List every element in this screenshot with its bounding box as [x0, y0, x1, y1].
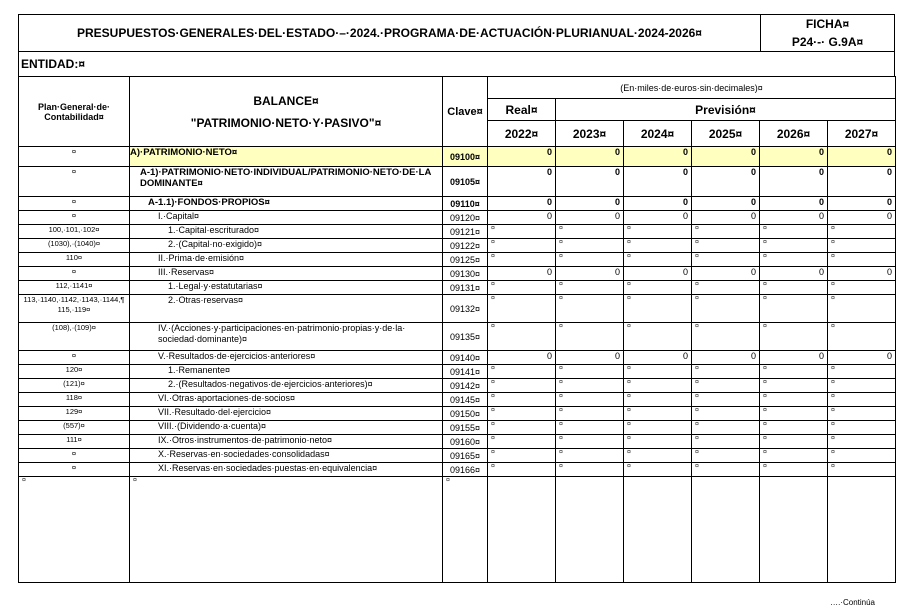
table-row — [19, 407, 896, 421]
table-row — [19, 379, 896, 393]
clave-cell: 09110¤ — [443, 197, 488, 211]
value-cell[interactable]: ¤ — [760, 253, 828, 267]
value-cell[interactable]: ¤ — [760, 393, 828, 407]
row-label: I.·Capital¤ — [130, 211, 443, 225]
value-cell[interactable]: ¤ — [488, 379, 556, 393]
year-header: 2027¤ — [828, 121, 896, 147]
real-header: Real¤ — [488, 99, 556, 121]
pgc-header-text: Plan·General·de· Contabilidad¤ — [37, 101, 111, 122]
table-row — [19, 167, 896, 197]
year-header: 2022¤ — [488, 121, 556, 147]
row-label: A-1)·PATRIMONIO·NETO·INDIVIDUAL/PATRIMONIO·NETO·DE·LA DOMINANTE¤ — [130, 167, 443, 197]
value-cell[interactable]: ¤ — [760, 421, 828, 435]
value-cell[interactable]: 0 — [828, 167, 896, 197]
table-row — [19, 253, 896, 267]
pgc-cell: ¤ — [19, 197, 130, 211]
value-cell[interactable]: ¤ — [692, 239, 760, 253]
value-cell[interactable]: ¤ — [760, 239, 828, 253]
pgc-cell: ¤ — [19, 211, 130, 225]
empty-cell — [828, 477, 896, 583]
value-cell[interactable]: 0 — [692, 147, 760, 167]
value-cell[interactable]: 0 — [760, 351, 828, 365]
value-cell[interactable]: ¤ — [828, 463, 896, 477]
pgc-cell: ¤ — [19, 167, 130, 197]
value-cell[interactable]: ¤ — [624, 449, 692, 463]
value-cell[interactable]: ¤ — [692, 379, 760, 393]
balance-header — [130, 77, 443, 147]
pgc-cell: ¤ — [19, 351, 130, 365]
clave-cell: 09122¤ — [443, 239, 488, 253]
value-cell[interactable]: ¤ — [556, 323, 624, 351]
value-cell[interactable]: ¤ — [760, 365, 828, 379]
value-cell[interactable]: ¤ — [624, 463, 692, 477]
value-cell[interactable]: 0 — [624, 351, 692, 365]
value-cell[interactable]: ¤ — [624, 323, 692, 351]
value-cell[interactable]: ¤ — [488, 239, 556, 253]
pgc-cell: (108),·(109)¤ — [19, 323, 130, 351]
pgc-cell: 110¤ — [19, 253, 130, 267]
value-cell[interactable]: ¤ — [556, 295, 624, 323]
value-cell[interactable]: 0 — [692, 197, 760, 211]
value-cell[interactable]: ¤ — [624, 365, 692, 379]
table-row — [19, 449, 896, 463]
value-cell[interactable]: ¤ — [760, 449, 828, 463]
value-cell[interactable]: ¤ — [556, 407, 624, 421]
empty-cell: ¤ — [19, 477, 130, 583]
value-cell[interactable]: ¤ — [692, 295, 760, 323]
value-cell[interactable]: ¤ — [828, 435, 896, 449]
value-cell[interactable]: ¤ — [692, 435, 760, 449]
value-cell[interactable]: ¤ — [692, 365, 760, 379]
clave-cell: 09155¤ — [443, 421, 488, 435]
value-cell[interactable]: 0 — [760, 147, 828, 167]
pgc-cell: 118¤ — [19, 393, 130, 407]
table-row — [19, 211, 896, 225]
value-cell[interactable]: ¤ — [692, 407, 760, 421]
clave-cell: 09120¤ — [443, 211, 488, 225]
table-row — [19, 267, 896, 281]
value-cell[interactable]: 0 — [760, 197, 828, 211]
value-cell[interactable]: ¤ — [624, 435, 692, 449]
row-label: 1.·Legal·y·estatutarias¤ — [130, 281, 443, 295]
value-cell[interactable]: ¤ — [624, 407, 692, 421]
pgc-cell: 112,·1141¤ — [19, 281, 130, 295]
value-cell[interactable]: ¤ — [692, 421, 760, 435]
clave-cell: 09121¤ — [443, 225, 488, 239]
value-cell[interactable]: ¤ — [828, 239, 896, 253]
document-page — [18, 14, 895, 607]
balance-subtitle: "PATRIMONIO·NETO·Y·PASIVO"¤ — [190, 115, 382, 130]
value-cell[interactable]: 0 — [760, 211, 828, 225]
value-cell[interactable]: ¤ — [488, 323, 556, 351]
value-cell[interactable]: ¤ — [488, 365, 556, 379]
value-cell[interactable]: 0 — [556, 147, 624, 167]
pgc-cell: 100,·101,·102¤ — [19, 225, 130, 239]
value-cell[interactable]: 0 — [624, 267, 692, 281]
clave-cell: 09132¤ — [443, 295, 488, 323]
table-row — [19, 295, 896, 323]
value-cell[interactable]: ¤ — [828, 393, 896, 407]
value-cell[interactable]: 0 — [692, 351, 760, 365]
pgc-cell: 120¤ — [19, 365, 130, 379]
ficha-code: P24·-· G.9A¤ — [791, 35, 864, 49]
clave-cell: 09105¤ — [443, 167, 488, 197]
value-cell[interactable]: ¤ — [556, 449, 624, 463]
value-cell[interactable]: ¤ — [624, 393, 692, 407]
value-cell[interactable]: ¤ — [828, 421, 896, 435]
row-label: XI.·Reservas·en·sociedades·puestas·en·equivalencia¤ — [130, 463, 443, 477]
value-cell[interactable]: ¤ — [692, 393, 760, 407]
pgc-cell: 113,·1140,·1142,·1143,·1144,¶ 115,·119¤ — [19, 295, 130, 323]
value-cell[interactable]: ¤ — [828, 407, 896, 421]
value-cell[interactable]: ¤ — [624, 421, 692, 435]
value-cell[interactable]: ¤ — [828, 365, 896, 379]
value-cell[interactable]: ¤ — [828, 225, 896, 239]
ficha-label: FICHA¤ — [805, 17, 850, 31]
value-cell[interactable]: ¤ — [624, 253, 692, 267]
value-cell[interactable]: 0 — [488, 267, 556, 281]
row-label: IX.·Otros·instrumentos·de·patrimonio·neto¤ — [130, 435, 443, 449]
pgc-header — [19, 77, 130, 147]
table-row — [19, 351, 896, 365]
value-cell[interactable]: ¤ — [488, 421, 556, 435]
table-row — [19, 225, 896, 239]
row-label: IV.·(Acciones·y·participaciones·en·patrimonio·propias·y·de·la· sociedad·dominante)¤ — [130, 323, 443, 351]
value-cell[interactable]: ¤ — [624, 239, 692, 253]
year-header: 2023¤ — [556, 121, 624, 147]
value-cell[interactable]: ¤ — [488, 463, 556, 477]
value-cell[interactable]: 0 — [692, 167, 760, 197]
value-cell[interactable]: 0 — [828, 211, 896, 225]
units-note: (En·miles·de·euros·sin·decimales)¤ — [488, 77, 896, 99]
value-cell[interactable]: 0 — [556, 197, 624, 211]
document-title: PRESUPUESTOS·GENERALES·DEL·ESTADO·–·2024.·PROGRAMA·DE·ACTUACIÓN·PLURIANUAL·2024-2026¤ — [77, 26, 702, 40]
table-row — [19, 281, 896, 295]
value-cell[interactable]: 0 — [692, 267, 760, 281]
table-row — [19, 147, 896, 167]
value-cell[interactable]: 0 — [488, 351, 556, 365]
value-cell[interactable]: ¤ — [692, 463, 760, 477]
table-row — [19, 323, 896, 351]
clave-cell: 09160¤ — [443, 435, 488, 449]
value-cell[interactable]: ¤ — [760, 295, 828, 323]
document-header — [18, 14, 895, 52]
value-cell[interactable]: ¤ — [556, 379, 624, 393]
row-label: VIII.·(Dividendo·a·cuenta)¤ — [130, 421, 443, 435]
value-cell[interactable]: 0 — [624, 167, 692, 197]
value-cell[interactable]: ¤ — [760, 379, 828, 393]
clave-header — [443, 77, 488, 147]
value-cell[interactable]: ¤ — [556, 225, 624, 239]
empty-cell: ¤ — [130, 477, 443, 583]
clave-cell: 09145¤ — [443, 393, 488, 407]
pgc-cell: ¤ — [19, 463, 130, 477]
ficha-box — [760, 15, 894, 51]
value-cell[interactable]: ¤ — [624, 379, 692, 393]
value-cell[interactable]: 0 — [760, 167, 828, 197]
value-cell[interactable]: ¤ — [760, 463, 828, 477]
clave-cell: 09141¤ — [443, 365, 488, 379]
pgc-cell: 111¤ — [19, 435, 130, 449]
value-cell[interactable]: 0 — [488, 167, 556, 197]
row-label: A-1.1)·FONDOS·PROPIOS¤ — [130, 197, 443, 211]
clave-cell: 09131¤ — [443, 281, 488, 295]
value-cell[interactable]: ¤ — [828, 323, 896, 351]
value-cell[interactable]: ¤ — [692, 323, 760, 351]
value-cell[interactable]: ¤ — [828, 295, 896, 323]
prevision-header: Previsión¤ — [556, 99, 896, 121]
value-cell[interactable]: ¤ — [556, 281, 624, 295]
value-cell[interactable]: 0 — [624, 197, 692, 211]
empty-row — [19, 477, 896, 583]
value-cell[interactable]: ¤ — [760, 323, 828, 351]
table-row — [19, 421, 896, 435]
value-cell[interactable]: ¤ — [828, 253, 896, 267]
value-cell[interactable]: ¤ — [692, 253, 760, 267]
value-cell[interactable]: ¤ — [488, 253, 556, 267]
row-label: II.·Prima·de·emisión¤ — [130, 253, 443, 267]
clave-cell: 09125¤ — [443, 253, 488, 267]
value-cell[interactable]: ¤ — [828, 281, 896, 295]
pgc-cell: (121)¤ — [19, 379, 130, 393]
table-row — [19, 435, 896, 449]
value-cell[interactable]: ¤ — [760, 435, 828, 449]
value-cell[interactable]: ¤ — [488, 225, 556, 239]
pgc-cell: ¤ — [19, 147, 130, 167]
value-cell[interactable]: ¤ — [488, 407, 556, 421]
value-cell[interactable]: 0 — [760, 267, 828, 281]
clave-cell: 09100¤ — [443, 147, 488, 167]
pgc-cell: ¤ — [19, 267, 130, 281]
empty-cell — [760, 477, 828, 583]
table-row — [19, 463, 896, 477]
clave-header-text: Clave¤ — [447, 105, 483, 118]
table-row — [19, 365, 896, 379]
pgc-cell: (1030),·(1040)¤ — [19, 239, 130, 253]
value-cell[interactable]: ¤ — [760, 407, 828, 421]
value-cell[interactable]: 0 — [692, 211, 760, 225]
row-label: 2.·(Resultados·negativos·de·ejercicios·anteriores)¤ — [130, 379, 443, 393]
row-label: 1.·Capital·escriturado¤ — [130, 225, 443, 239]
value-cell[interactable]: 0 — [624, 211, 692, 225]
value-cell[interactable]: ¤ — [488, 435, 556, 449]
clave-cell: 09142¤ — [443, 379, 488, 393]
empty-cell: ¤ — [443, 477, 488, 583]
table-row — [19, 239, 896, 253]
balance-title: BALANCE¤ — [253, 93, 319, 108]
balance-table — [18, 76, 896, 583]
value-cell[interactable]: ¤ — [556, 253, 624, 267]
value-cell[interactable]: ¤ — [488, 281, 556, 295]
clave-cell: 09135¤ — [443, 323, 488, 351]
value-cell[interactable]: 0 — [624, 147, 692, 167]
row-label: 2.·(Capital·no·exigido)¤ — [130, 239, 443, 253]
row-label: V.·Resultados·de·ejercicios·anteriores¤ — [130, 351, 443, 365]
value-cell[interactable]: 0 — [556, 211, 624, 225]
pgc-cell: ¤ — [19, 449, 130, 463]
row-label: 1.·Remanente¤ — [130, 365, 443, 379]
value-cell[interactable]: ¤ — [828, 449, 896, 463]
row-label: 2.·Otras·reservas¤ — [130, 295, 443, 323]
pgc-cell: 129¤ — [19, 407, 130, 421]
table-row — [19, 393, 896, 407]
value-cell[interactable]: ¤ — [488, 393, 556, 407]
value-cell[interactable]: ¤ — [760, 225, 828, 239]
clave-cell: 09165¤ — [443, 449, 488, 463]
row-label: III.·Reservas¤ — [130, 267, 443, 281]
row-label: A)·PATRIMONIO·NETO¤ — [130, 147, 443, 167]
value-cell[interactable]: ¤ — [556, 365, 624, 379]
continua-note: ….·Continúa — [830, 598, 875, 607]
value-cell[interactable]: 0 — [556, 351, 624, 365]
value-cell[interactable]: ¤ — [556, 435, 624, 449]
table-row — [19, 197, 896, 211]
value-cell[interactable]: ¤ — [624, 225, 692, 239]
value-cell[interactable]: 0 — [828, 267, 896, 281]
value-cell[interactable]: ¤ — [488, 295, 556, 323]
value-cell[interactable]: 0 — [828, 147, 896, 167]
pgc-cell: (557)¤ — [19, 421, 130, 435]
clave-cell: 09150¤ — [443, 407, 488, 421]
empty-cell — [692, 477, 760, 583]
empty-cell — [624, 477, 692, 583]
value-cell[interactable]: ¤ — [556, 393, 624, 407]
value-cell[interactable]: 0 — [488, 197, 556, 211]
value-cell[interactable]: ¤ — [488, 449, 556, 463]
clave-cell: 09166¤ — [443, 463, 488, 477]
year-header: 2024¤ — [624, 121, 692, 147]
value-cell[interactable]: 0 — [488, 147, 556, 167]
value-cell[interactable]: 0 — [556, 167, 624, 197]
row-label: VI.·Otras·aportaciones·de·socios¤ — [130, 393, 443, 407]
entidad-label: ENTIDAD:¤ — [18, 52, 895, 76]
value-cell[interactable]: ¤ — [624, 295, 692, 323]
empty-cell — [488, 477, 556, 583]
value-cell[interactable]: ¤ — [760, 281, 828, 295]
value-cell[interactable]: ¤ — [692, 225, 760, 239]
clave-cell: 09130¤ — [443, 267, 488, 281]
year-header: 2026¤ — [760, 121, 828, 147]
clave-cell: 09140¤ — [443, 351, 488, 365]
row-label: VII.·Resultado·del·ejercicio¤ — [130, 407, 443, 421]
year-header: 2025¤ — [692, 121, 760, 147]
value-cell[interactable]: 0 — [556, 267, 624, 281]
value-cell[interactable]: ¤ — [556, 463, 624, 477]
value-cell[interactable]: 0 — [488, 211, 556, 225]
value-cell[interactable]: ¤ — [556, 421, 624, 435]
value-cell[interactable]: 0 — [828, 197, 896, 211]
value-cell[interactable]: ¤ — [828, 379, 896, 393]
value-cell[interactable]: ¤ — [556, 239, 624, 253]
value-cell[interactable]: ¤ — [692, 281, 760, 295]
value-cell[interactable]: ¤ — [624, 281, 692, 295]
row-label: X.·Reservas·en·sociedades·consolidadas¤ — [130, 449, 443, 463]
value-cell[interactable]: ¤ — [692, 449, 760, 463]
value-cell[interactable]: 0 — [828, 351, 896, 365]
empty-cell — [556, 477, 624, 583]
